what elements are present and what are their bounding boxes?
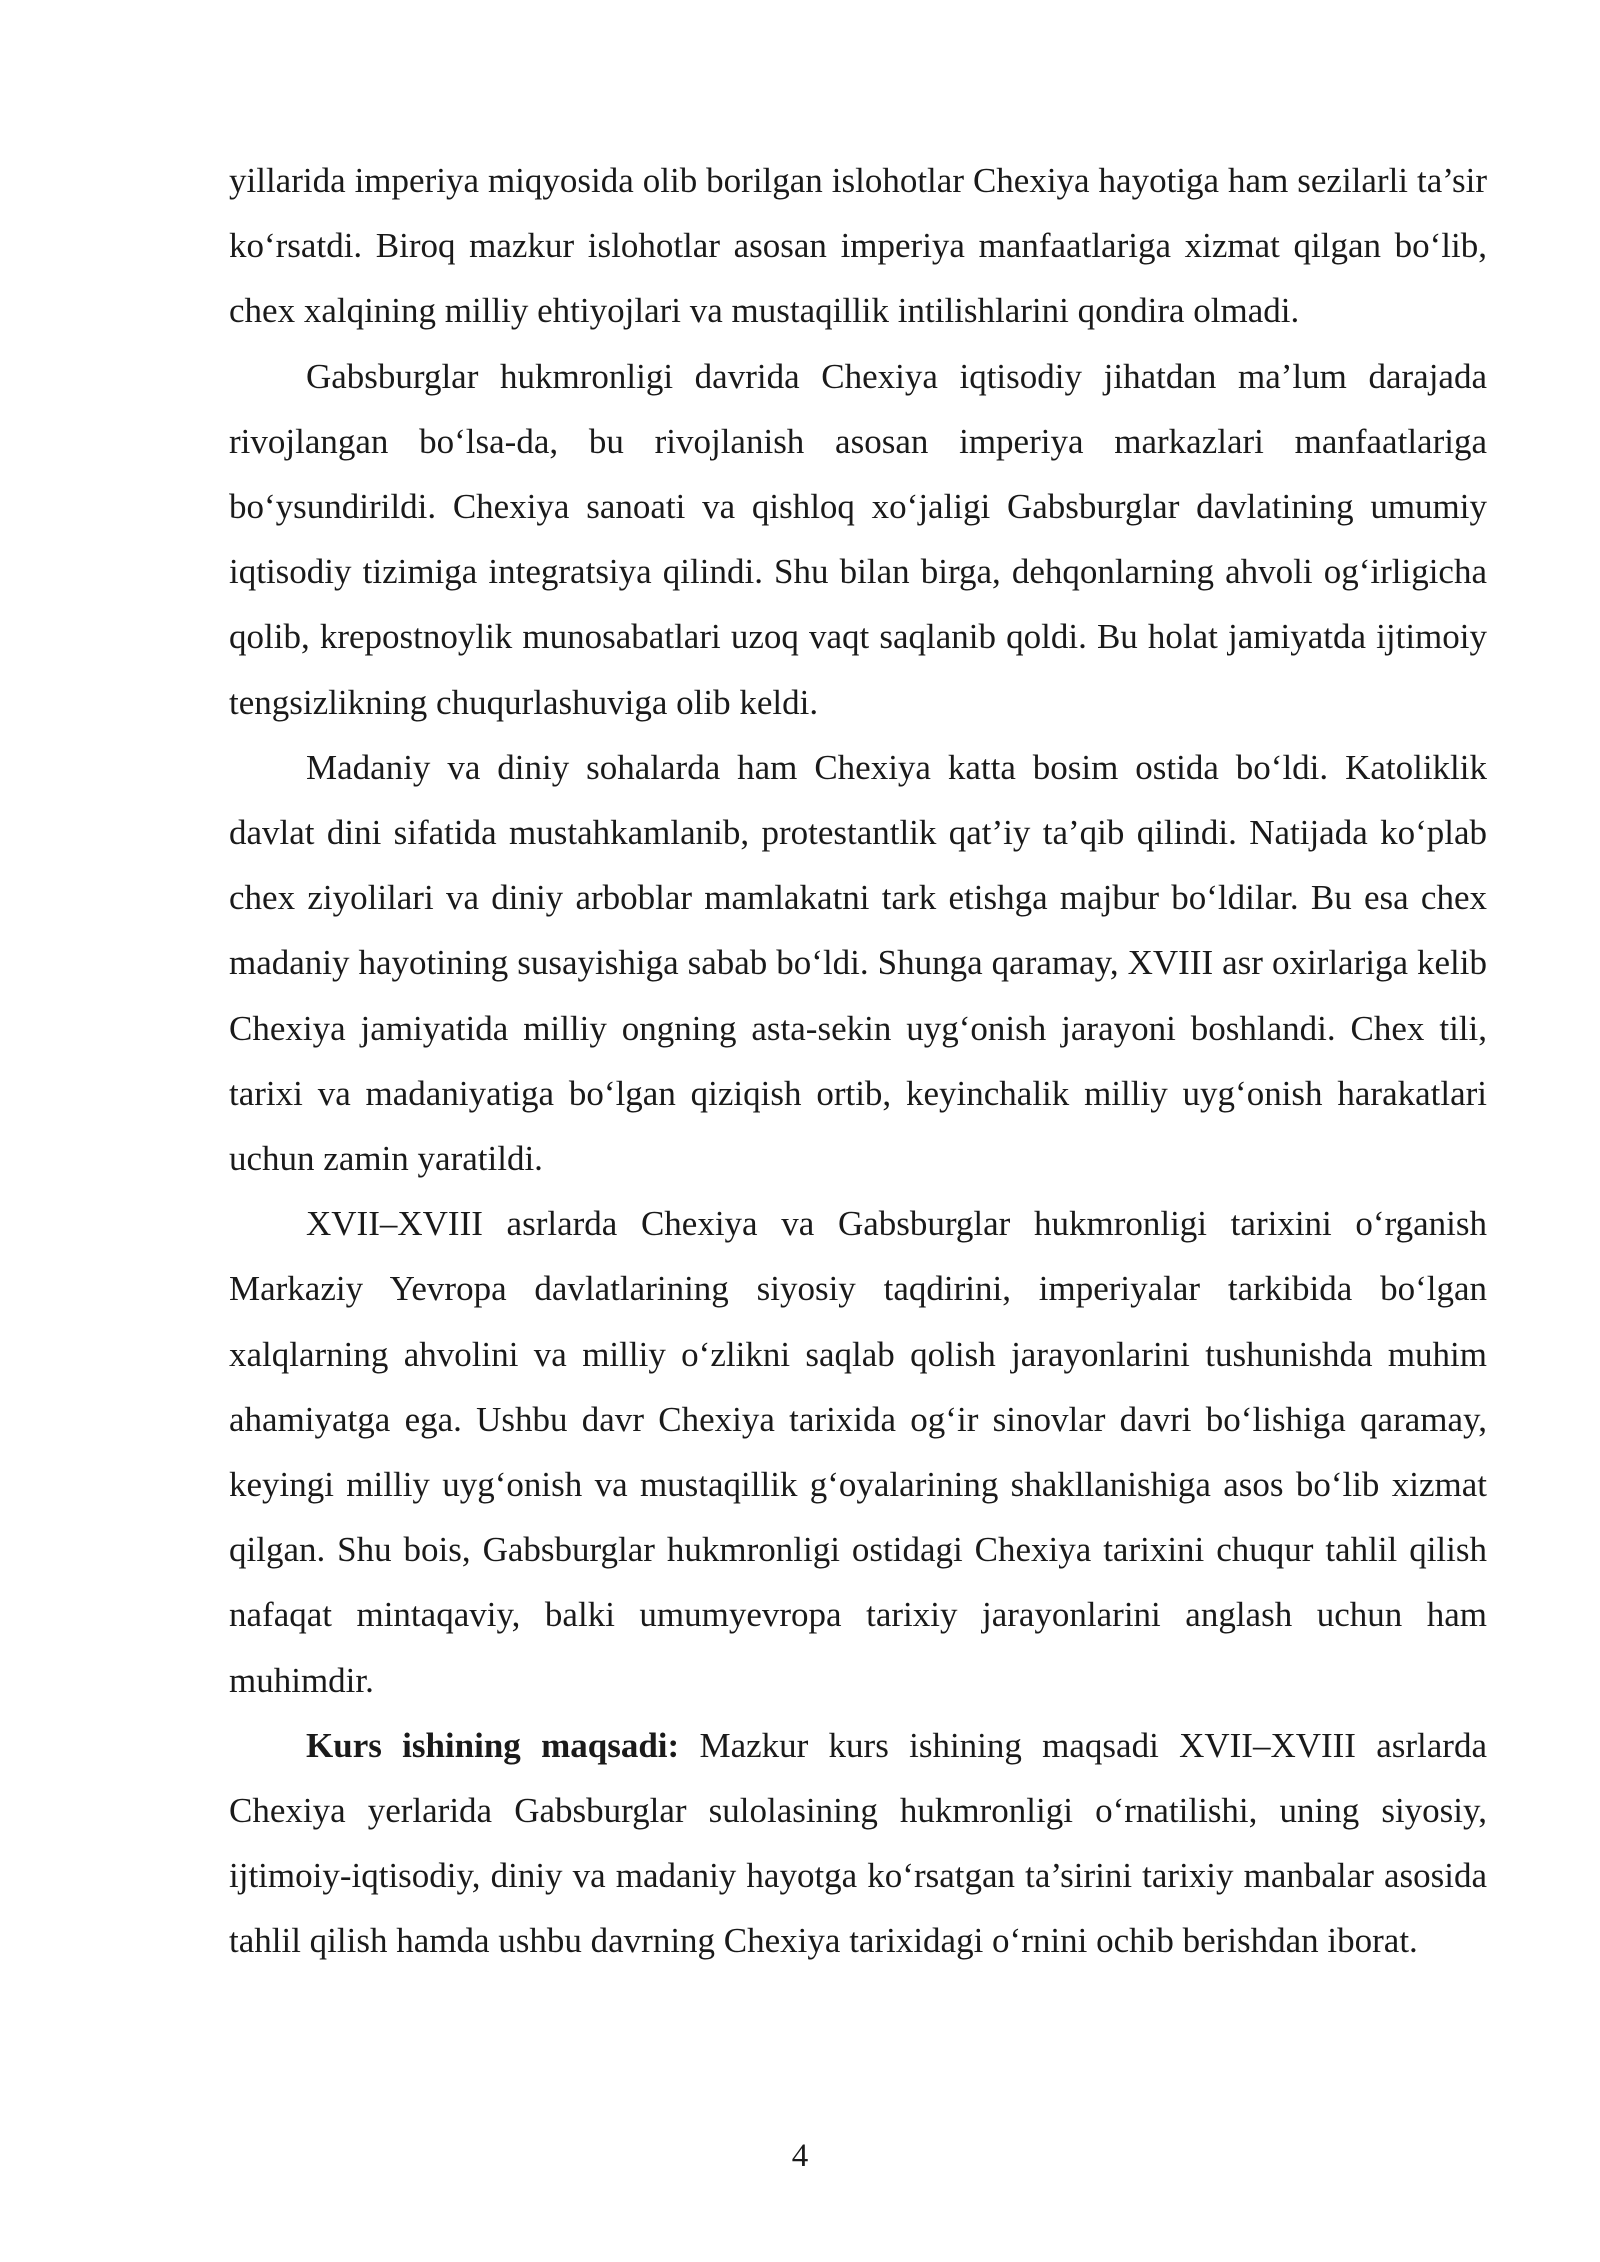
paragraph-4-text: XVII–XVIII asrlarda Chexiya va Gabsburglar hukmronligi tarixini o‘rganish Markaziy Yevropa davlatlarining siyosiy taqdirini, imperiyalar tarkibida bo‘lgan xalqlarning ahvolini va milliy o‘zlikni saqlab qolish jarayonlarini tushunishda muhim ahamiyatga ega. Ushbu davr Chexiya tarixida og‘ir sinovlar davri bo‘lishiga qaramay, keyingi milliy uyg‘onish va mustaqillik g‘oyalarining shakllanishiga asos bo‘lib xizmat qilgan. Shu bois, Gabsburglar hukmronligi ostidagi Chexiya tarixini chuqur tahlil qilish nafaqat mintaqaviy, balki umumyevropa tarixiy jarayonlarini anglash uchun ham muhimdir. (229, 1204, 1487, 1700)
paragraph-3 (229, 735, 1487, 1191)
body-text (229, 148, 1487, 1974)
paragraph-2 (229, 344, 1487, 735)
paragraph-4 (229, 1191, 1487, 1713)
paragraph-5-heading: Kurs ishining maqsadi: (306, 1725, 680, 1765)
paragraph-3-text: Madaniy va diniy sohalarda ham Chexiya katta bosim ostida bo‘ldi. Katoliklik davlat dini sifatida mustahkamlanib, protestantlik qat’iy ta’qib qilindi. Natijada ko‘plab chex ziyolilari va diniy arboblar mamlakatni tark etishga majbur bo‘ldilar. Bu esa chex madaniy hayotining susayishiga sabab bo‘ldi. Shunga qaramay, XVIII asr oxirlariga kelib Chexiya jamiyatida milliy ongning asta-sekin uyg‘onish jarayoni boshlandi. Chex tili, tarixi va madaniyatiga bo‘lgan qiziqish ortib, keyinchalik milliy uyg‘onish harakatlari uchun zamin yaratildi. (229, 747, 1487, 1179)
paragraph-2-text: Gabsburglar hukmronligi davrida Chexiya iqtisodiy jihatdan ma’lum darajada rivojlangan bo‘lsa-da, bu rivojlanish asosan imperiya markazlari manfaatlariga bo‘ysundirildi. Chexiya sanoati va qishloq xo‘jaligi Gabsburglar davlatining umumiy iqtisodiy tizimiga integratsiya qilindi. Shu bilan birga, dehqonlarning ahvoli og‘irligicha qolib, krepostnoylik munosabatlari uzoq vaqt saqlanib qoldi. Bu holat jamiyatda ijtimoiy tengsizlikning chuqurlashuviga olib keldi. (229, 356, 1487, 722)
paragraph-5-text: Mazkur kurs ishining maqsadi XVII–XVIII asrlarda Chexiya yerlarida Gabsburglar sulolasining hukmronligi o‘rnatilishi, uning siyosiy, ijtimoiy-iqtisodiy, diniy va madaniy hayotga ko‘rsatgan ta’sirini tarixiy manbalar asosida tahlil qilish hamda ushbu davrning Chexiya tarixidagi o‘rnini ochib berishdan iborat. (229, 1725, 1487, 1961)
paragraph-5 (229, 1713, 1487, 1974)
paragraph-1-text: yillarida imperiya miqyosida olib borilgan islohotlar Chexiya hayotiga ham sezilarli ta’sir ko‘rsatdi. Biroq mazkur islohotlar asosan imperiya manfaatlariga xizmat qilgan bo‘lib, chex xalqining milliy ehtiyojlari va mustaqillik intilishlarini qondira olmadi. (229, 161, 1487, 331)
paragraph-1 (229, 148, 1487, 344)
page-number: 4 (791, 2138, 809, 2174)
